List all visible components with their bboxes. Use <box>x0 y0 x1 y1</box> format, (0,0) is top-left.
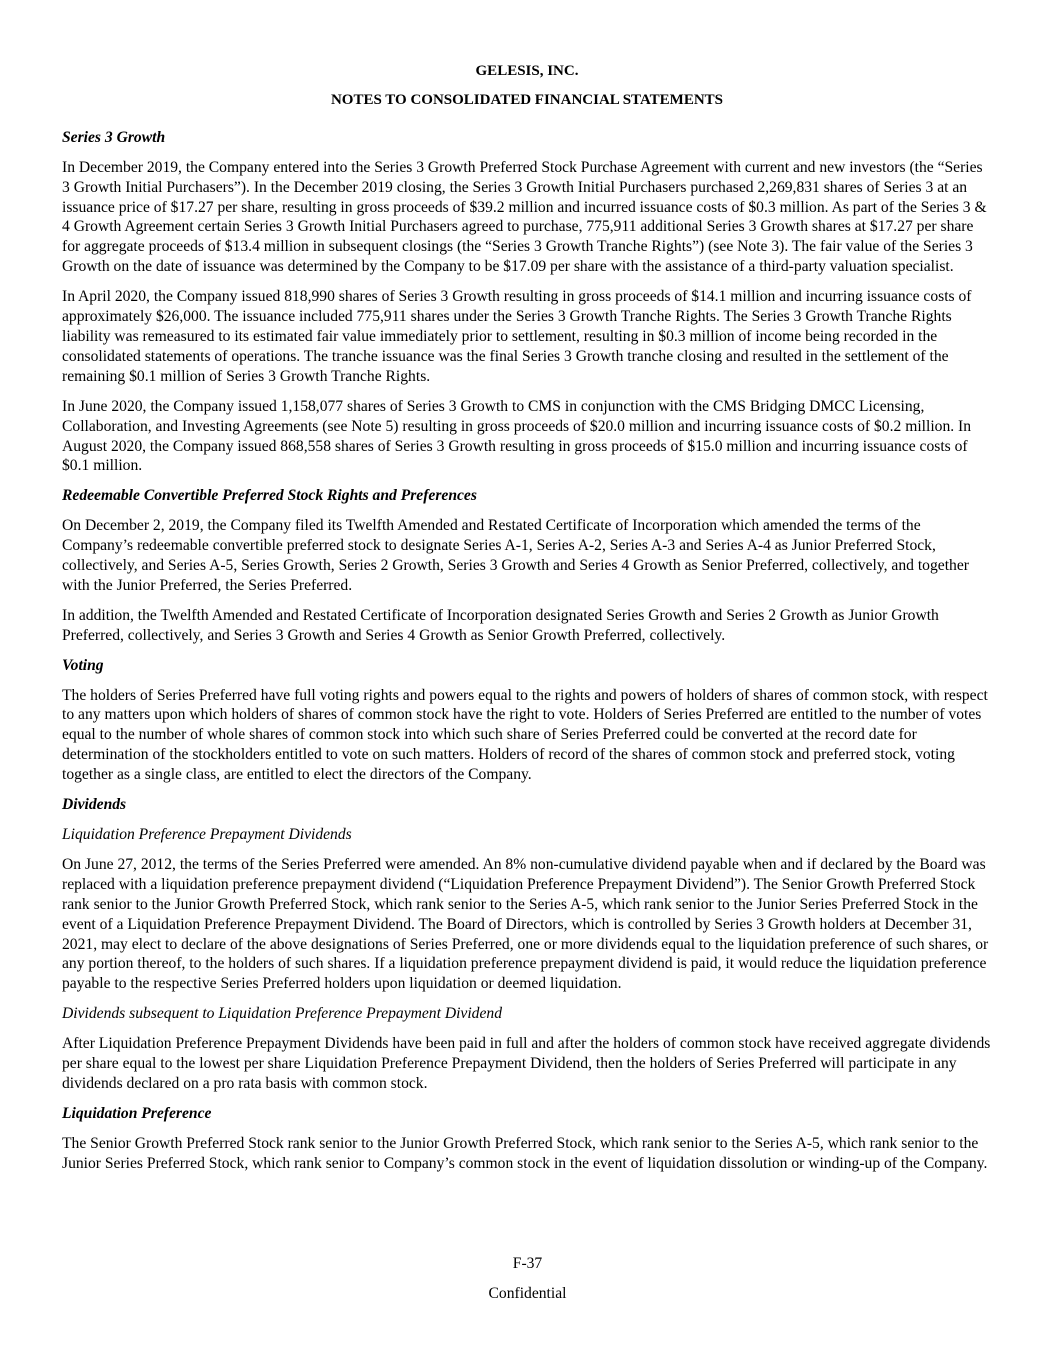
document-page <box>62 62 992 1184</box>
page-number: F-37 <box>512 1255 543 1272</box>
paragraph: In addition, the Twelfth Amended and Restated Certificate of Incorporation designated Series Growth and Series 2 Growth as Junior Growth Preferred, collectively, and Series 3 Growth and Series 4 Growth as Senior Growth Preferred, collectively. <box>62 606 939 644</box>
paragraph: The Senior Growth Preferred Stock rank senior to the Junior Growth Preferred Stock, which rank senior to the Series A-5, which rank senior to the Junior Series Preferred Stock, which rank senior to Company’s common stock in the event of liquidation dissolution or winding-up of the Company. <box>62 1134 988 1172</box>
section-heading-dividends: Dividends <box>62 796 127 814</box>
company-name: GELESIS, INC. <box>475 63 579 79</box>
paragraph: On June 27, 2012, the terms of the Series Preferred were amended. An 8% non-cumulative dividend payable when and if declared by the Board was replaced with a liquidation preference prepayment dividend (“Liquidation Preference Prepayment Dividend”). The Senior Growth Preferred Stock rank senior to the Junior Growth Preferred Stock, which rank senior to the Series A-5, which rank senior to the Junior Series Preferred Stock in the event of a Liquidation Preference Prepayment Dividend. The Board of Directors, which is controlled by Series 3 Growth holders at December 31, 2021, may elect to declare of the above designations of Series Preferred, one or more dividends equal to the liquidation preference of such shares, or any portion thereof, to the holders of such shares. If a liquidation preference prepayment dividend is paid, it would reduce the liquidation preference payable to the respective Series Preferred holders upon liquidation or deemed liquidation. <box>62 855 989 993</box>
paragraph: After Liquidation Preference Prepayment Dividends have been paid in full and after the holders of common stock have received aggregate dividends per share equal to the lowest per share Liquidation Preference Prepayment Dividend, then the holders of Series Preferred will participate in any dividends declared on a pro rata basis with common stock. <box>62 1035 991 1092</box>
subheading-subsequent-dividends: Dividends subsequent to Liquidation Preference Prepayment Dividend <box>62 1005 502 1023</box>
confidential-label: Confidential <box>488 1285 567 1302</box>
section-heading-series3: Series 3 Growth <box>62 128 166 146</box>
page-title: NOTES TO CONSOLIDATED FINANCIAL STATEMENTS <box>330 91 724 108</box>
section-heading-liquidation: Liquidation Preference <box>62 1104 212 1122</box>
section-heading-voting: Voting <box>62 656 104 674</box>
paragraph: In December 2019, the Company entered into the Series 3 Growth Preferred Stock Purchase Agreement with current and new investors (the “Series 3 Growth Initial Purchasers”). In the December 2019 closing, the Series 3 Growth Initial Purchasers purchased 2,269,831 shares of Series 3 at an issuance price of $17.27 per share, resulting in gross proceeds of $39.2 million and incurred issuance costs of $0.3 million. As part of the Series 3 & 4 Growth Agreement certain Series 3 Growth Initial Purchasers agreed to purchase, 775,911 additional Series 3 Growth shares at $17.27 per share for aggregate proceeds of $13.4 million in subsequent closings (the “Series 3 Growth Tranche Rights”) (see Note 3). The fair value of the Series 3 Growth on the date of issuance was determined by the Company to be $17.09 per share with the assistance of a third-party valuation specialist. <box>62 158 987 276</box>
section-heading-rights: Redeemable Convertible Preferred Stock Rights and Preferences <box>62 487 477 505</box>
subheading-lppd: Liquidation Preference Prepayment Dividends <box>62 826 352 843</box>
paragraph: In April 2020, the Company issued 818,990 shares of Series 3 Growth resulting in gross proceeds of $14.1 million and incurring issuance costs of approximately $26,000. The issuance included 775,911 shares under the Series 3 Growth Tranche Rights. The Series 3 Growth Tranche Rights liability was remeasured to its estimated fair value immediately prior to settlement, resulting in $0.3 million of income being recorded in the consolidated statements of operations. The tranche issuance was the final Series 3 Growth tranche closing and resulted in the settlement of the remaining $0.1 million of Series 3 Growth Tranche Rights. <box>62 288 972 385</box>
paragraph: In June 2020, the Company issued 1,158,077 shares of Series 3 Growth to CMS in conjunction with the CMS Bridging DMCC Licensing, Collaboration, and Investing Agreements (see Note 5) resulting in gross proceeds of $20.0 million and incurring issuance costs of $0.2 million. In August 2020, the Company issued 868,558 shares of Series 3 Growth resulting in gross proceeds of $15.0 million and incurring issuance costs of $0.1 million. <box>62 397 972 475</box>
paragraph: The holders of Series Preferred have full voting rights and powers equal to the rights and powers of holders of shares of common stock, with respect to any matters upon which holders of shares of common stock have the right to vote. Holders of Series Preferred are entitled to the number of votes equal to the number of whole shares of common stock into which such share of Series Preferred could be converted at the record date for determination of the stockholders entitled to vote on such matters. Holders of record of the shares of common stock and preferred stock, voting together as a single class, are entitled to elect the directors of the Company. <box>62 686 988 784</box>
paragraph: On December 2, 2019, the Company filed its Twelfth Amended and Restated Certificate of Incorporation which amended the terms of the Company’s redeemable convertible preferred stock to designate Series A-1, Series A-2, Series A-3 and Series A-4 as Junior Preferred Stock, collectively, and Series A-5, Series Growth, Series 2 Growth, Series 3 Growth and Series 4 Growth as Senior Preferred, collectively, and together with the Junior Preferred, the Series Preferred. <box>62 517 969 594</box>
